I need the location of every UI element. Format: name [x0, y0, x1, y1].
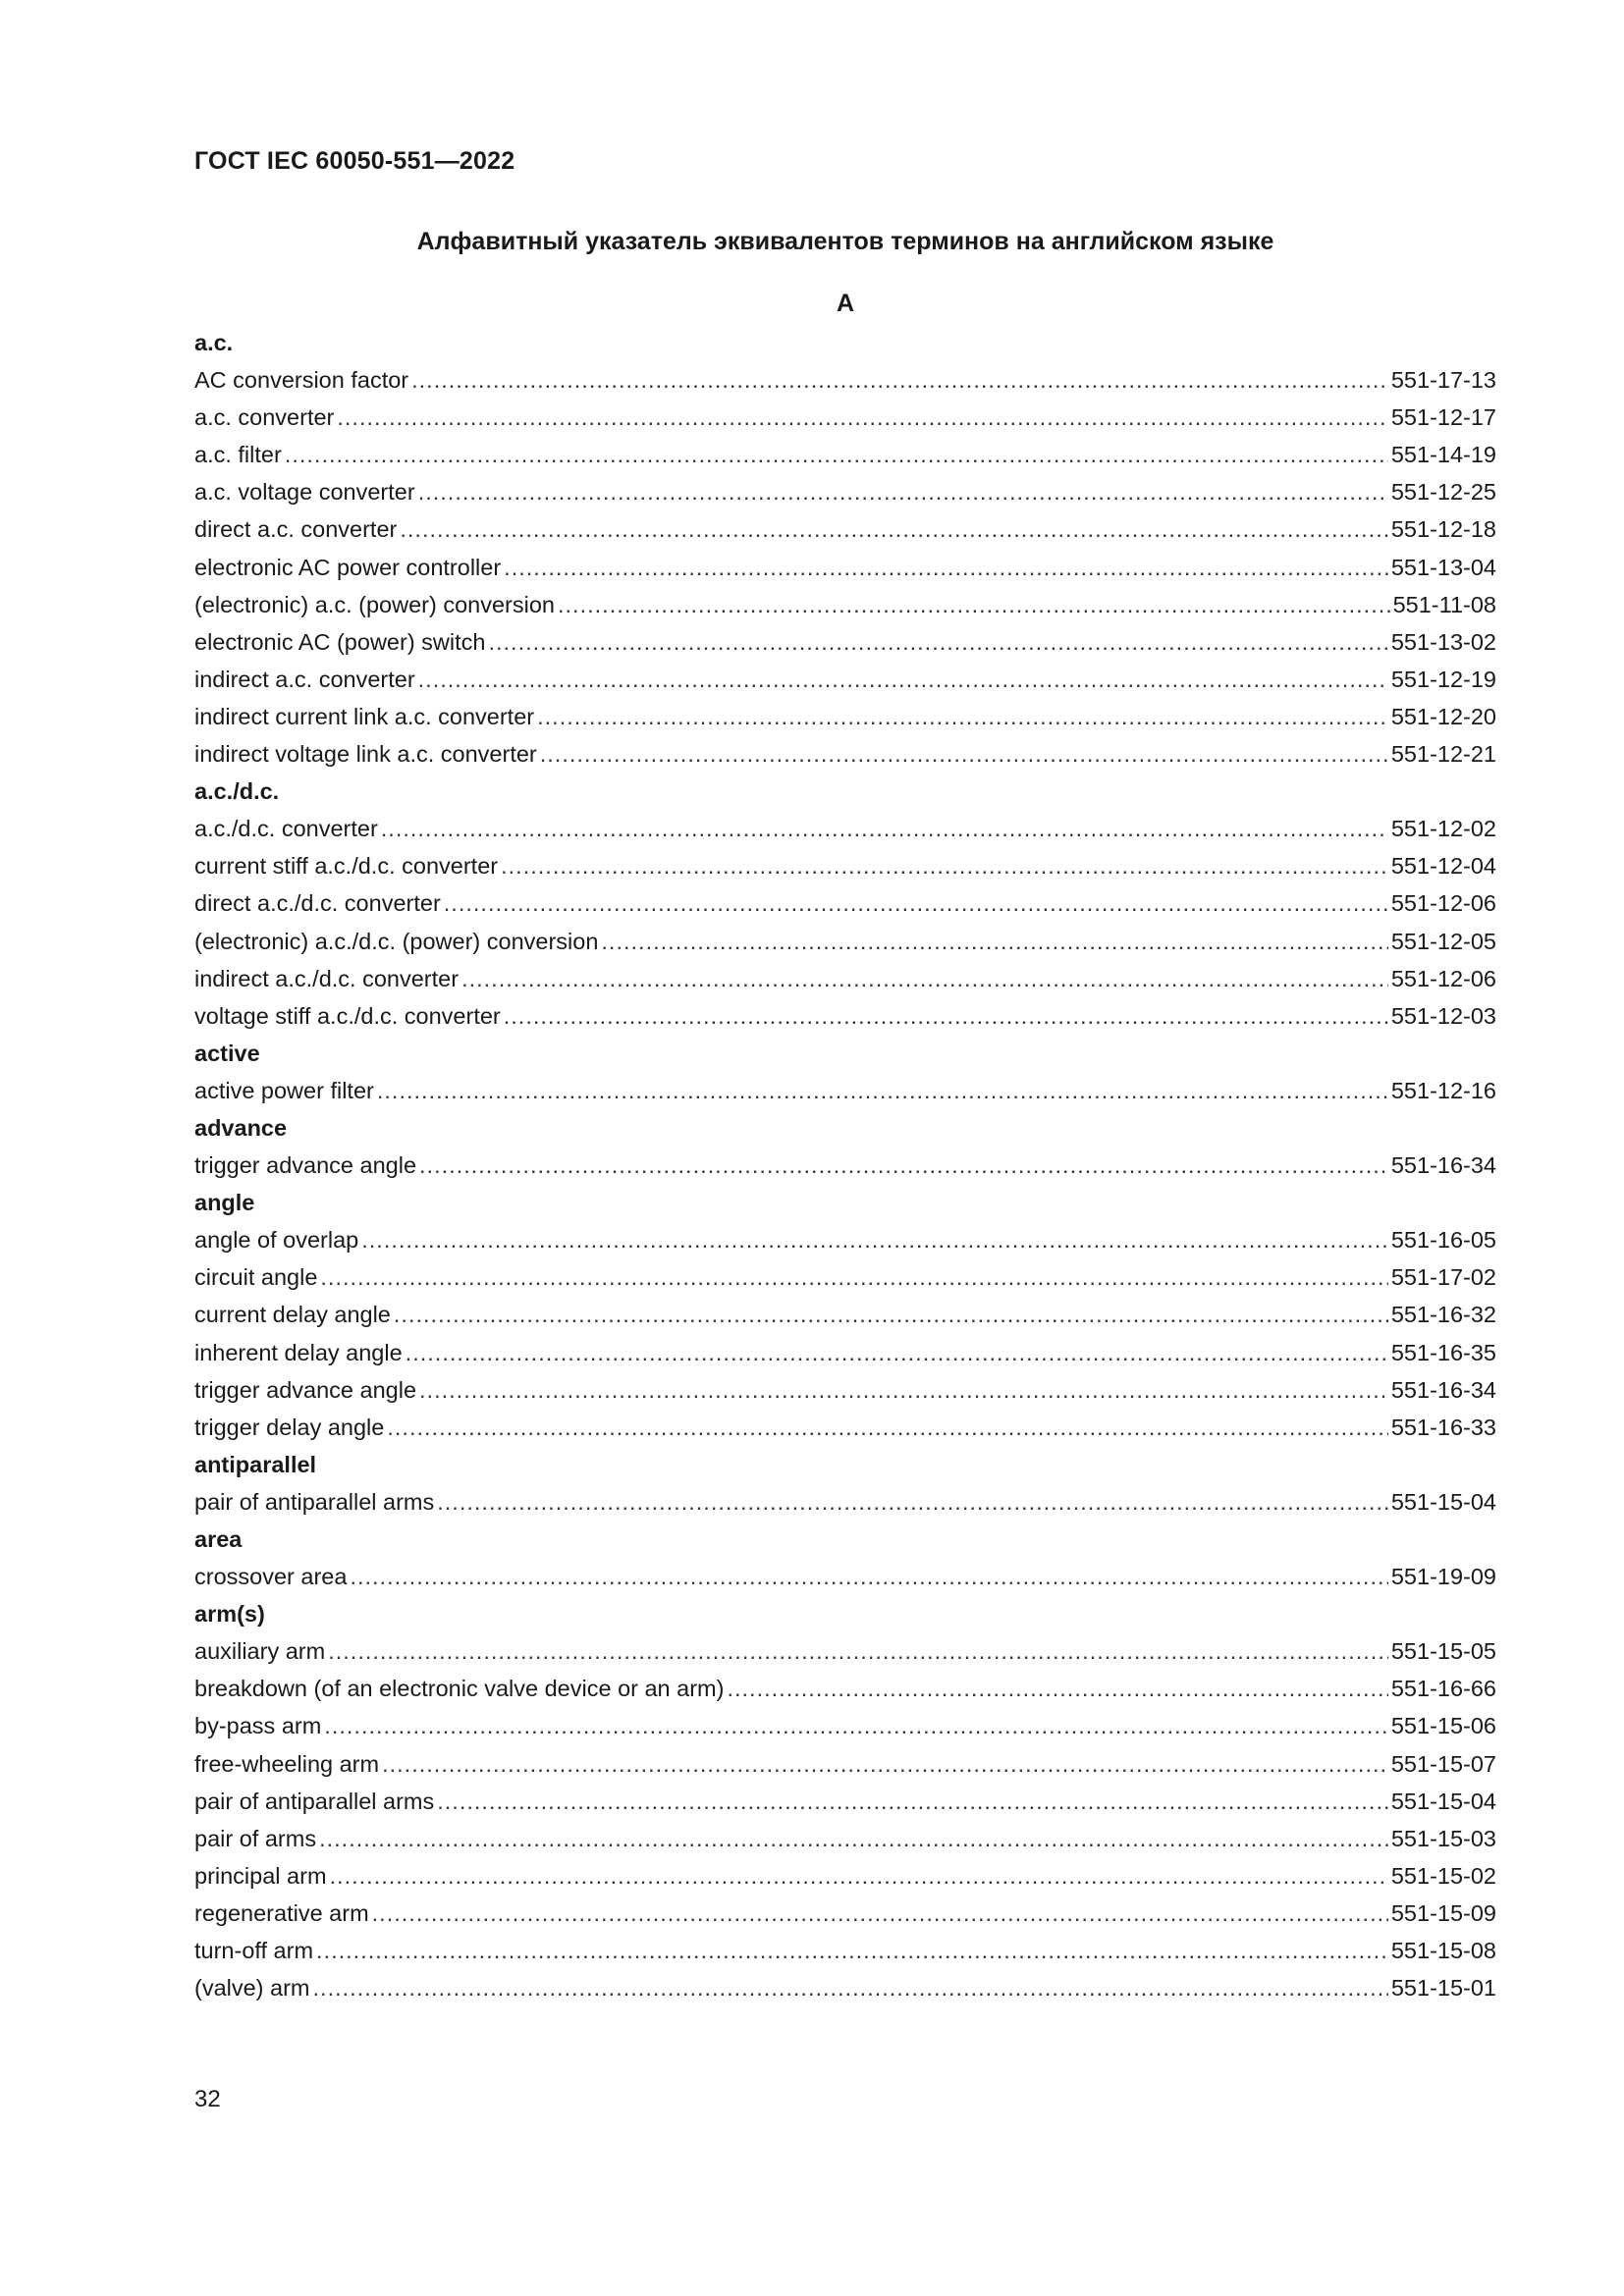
dot-leader [727, 1670, 1387, 1707]
index-entry [194, 997, 1496, 1035]
index-entry-reference: 551-17-02 [1390, 1264, 1496, 1291]
index-entry [194, 960, 1496, 997]
index-entry-reference: 551-12-03 [1390, 1002, 1496, 1029]
index-entry-term: by-pass arm [194, 1713, 322, 1739]
index-entry-term: voltage stiff a.c./d.c. converter [194, 1002, 501, 1029]
dot-leader [328, 1632, 1388, 1670]
dot-leader [377, 1072, 1388, 1109]
index-group-heading: antiparallel [194, 1451, 317, 1477]
index-entry [194, 1221, 1496, 1258]
index-entry [194, 1409, 1496, 1446]
standard-designation: ГОСТ IEC 60050-551—2022 [194, 147, 515, 175]
dot-leader [324, 1707, 1388, 1744]
index-entry [194, 1072, 1496, 1109]
index-entry [194, 1820, 1496, 1857]
index-entry-term: a.c. converter [194, 404, 335, 431]
index-entry-term: regenerative arm [194, 1899, 369, 1926]
index-entry-term: current delay angle [194, 1302, 391, 1328]
index-entry-reference: 551-12-16 [1390, 1077, 1496, 1103]
index-entry-term: principal arm [194, 1862, 327, 1889]
dot-leader [504, 997, 1388, 1035]
index-entry-reference: 551-17-13 [1390, 367, 1496, 394]
index-entry [194, 623, 1496, 661]
dot-leader [540, 735, 1388, 773]
index-entry [194, 923, 1496, 960]
dot-leader [461, 960, 1388, 997]
index-entry-term: a.c./d.c. converter [194, 816, 378, 842]
index-entry [194, 810, 1496, 847]
index-entry-term: electronic AC (power) switch [194, 628, 486, 655]
index-entry-term: free-wheeling arm [194, 1750, 380, 1777]
index-group-heading: angle [194, 1190, 255, 1216]
index-entry-term: indirect a.c./d.c. converter [194, 965, 460, 991]
index-entry-term: a.c. filter [194, 442, 282, 468]
index-entry-term: crossover area [194, 1564, 348, 1590]
index-entry-term: turn-off arm [194, 1938, 314, 1964]
dot-leader [320, 1258, 1387, 1296]
dot-leader [437, 1783, 1388, 1820]
index-entry-term: (electronic) a.c./d.c. (power) conversion [194, 928, 599, 954]
dot-leader [444, 884, 1388, 922]
index-entry [194, 661, 1496, 698]
dot-leader [488, 623, 1387, 661]
index-entry-reference: 551-16-34 [1390, 1376, 1496, 1403]
index-entry [194, 1147, 1496, 1184]
index-entry-reference: 551-12-06 [1390, 965, 1496, 991]
dot-leader [387, 1409, 1388, 1446]
dot-leader [501, 847, 1388, 884]
index-entry-term: indirect a.c. converter [194, 666, 415, 692]
index-entry [194, 1895, 1496, 1932]
index-entry-term: circuit angle [194, 1264, 318, 1291]
index-entry-reference: 551-19-09 [1390, 1564, 1496, 1590]
index-entry-reference: 551-16-66 [1390, 1676, 1496, 1702]
index-entry [194, 1296, 1496, 1333]
dot-leader [319, 1820, 1388, 1857]
dot-leader [361, 1221, 1388, 1258]
dot-leader [337, 399, 1387, 436]
index-entry-term: (valve) arm [194, 1975, 310, 2002]
index-entry-reference: 551-12-20 [1390, 703, 1496, 729]
dot-leader [350, 1558, 1387, 1595]
index-group-heading: arm(s) [194, 1601, 265, 1628]
index-entry-term: trigger advance angle [194, 1376, 417, 1403]
index-entry-reference: 551-12-04 [1390, 853, 1496, 880]
index-entry-term: inherent delay angle [194, 1339, 403, 1365]
index-entry-term: electronic AC power controller [194, 554, 502, 580]
index-entry-reference: 551-16-32 [1390, 1302, 1496, 1328]
index-entry-term: trigger delay angle [194, 1414, 385, 1440]
index-entry-reference: 551-16-05 [1390, 1227, 1496, 1254]
index-entry-reference: 551-12-17 [1390, 404, 1496, 431]
page-number: 32 [194, 2086, 221, 2112]
index-entry-term: current stiff a.c./d.c. converter [194, 853, 499, 880]
index-entry [194, 735, 1496, 773]
index-entry [194, 510, 1496, 548]
index-entry-reference: 551-12-25 [1390, 479, 1496, 506]
index-entry [194, 1371, 1496, 1409]
index-entry [194, 1632, 1496, 1670]
index-entry [194, 847, 1496, 884]
index-list [194, 324, 1496, 2006]
index-entry-term: direct a.c./d.c. converter [194, 890, 441, 917]
index-entry [194, 473, 1496, 510]
index-entry [194, 1932, 1496, 1969]
index-entry-term: (electronic) a.c. (power) conversion [194, 591, 555, 617]
dot-leader [372, 1895, 1388, 1932]
dot-leader [601, 923, 1387, 960]
index-entry-reference: 551-15-08 [1390, 1938, 1496, 1964]
letter-heading: A [836, 290, 855, 317]
dot-leader [437, 1483, 1388, 1521]
index-entry [194, 1745, 1496, 1783]
index-entry-reference: 551-15-06 [1390, 1713, 1496, 1739]
index-entry-term: active power filter [194, 1077, 374, 1103]
index-entry-reference: 551-16-35 [1390, 1339, 1496, 1365]
index-entry-reference: 551-12-05 [1390, 928, 1496, 954]
index-entry-reference: 551-12-19 [1390, 666, 1496, 692]
dot-leader [285, 436, 1388, 473]
index-entry-term: auxiliary arm [194, 1638, 326, 1665]
index-entry-reference: 551-12-18 [1390, 516, 1496, 543]
dot-leader [381, 810, 1388, 847]
index-entry [194, 884, 1496, 922]
dot-leader [411, 361, 1388, 399]
index-entry [194, 1558, 1496, 1595]
dot-leader [537, 698, 1388, 735]
dot-leader [400, 510, 1388, 548]
index-entry-reference: 551-15-02 [1390, 1862, 1496, 1889]
index-entry-term: indirect current link a.c. converter [194, 703, 535, 729]
index-entry [194, 1857, 1496, 1895]
index-entry-reference: 551-15-01 [1390, 1975, 1496, 2002]
index-entry-reference: 551-13-02 [1390, 628, 1496, 655]
index-group-heading: active [194, 1040, 260, 1066]
index-entry [194, 361, 1496, 399]
dot-leader [394, 1296, 1388, 1333]
index-entry-term: indirect voltage link a.c. converter [194, 741, 537, 768]
index-entry-term: breakdown (of an electronic valve device or an arm) [194, 1676, 725, 1702]
index-entry [194, 1258, 1496, 1296]
index-entry-term: AC conversion factor [194, 367, 409, 394]
index-group-heading: a.c. [194, 330, 234, 355]
index-entry [194, 549, 1496, 586]
index-group-heading: advance [194, 1114, 288, 1141]
index-entry-term: pair of arms [194, 1825, 317, 1851]
index-entry [194, 1483, 1496, 1521]
index-entry-term: pair of antiparallel arms [194, 1488, 435, 1515]
index-entry [194, 399, 1496, 436]
index-entry-term: angle of overlap [194, 1227, 359, 1254]
index-entry-reference: 551-15-03 [1390, 1825, 1496, 1851]
index-group-heading: a.c./d.c. [194, 778, 280, 805]
index-entry-reference: 551-15-09 [1390, 1899, 1496, 1926]
index-entry-reference: 551-12-21 [1390, 741, 1496, 768]
index-entry-reference: 551-16-34 [1390, 1152, 1496, 1179]
dot-leader [419, 1147, 1388, 1184]
index-entry [194, 586, 1496, 623]
index-entry-reference: 551-15-04 [1390, 1788, 1496, 1814]
index-entry-reference: 551-12-02 [1390, 816, 1496, 842]
index-entry-reference: 551-15-05 [1390, 1638, 1496, 1665]
index-entry-reference: 551-15-04 [1390, 1488, 1496, 1515]
index-entry [194, 1670, 1496, 1707]
index-entry-reference: 551-11-08 [1392, 591, 1496, 617]
index-entry [194, 1707, 1496, 1744]
index-title: Алфавитный указатель эквивалентов терминов на английском языке [416, 228, 1274, 255]
index-entry-reference: 551-12-06 [1390, 890, 1496, 917]
index-entry-term: a.c. voltage converter [194, 479, 415, 506]
index-entry [194, 698, 1496, 735]
dot-leader [316, 1932, 1388, 1969]
index-entry-reference: 551-15-07 [1390, 1750, 1496, 1777]
dot-leader [382, 1745, 1388, 1783]
dot-leader [330, 1857, 1388, 1895]
dot-leader [313, 1969, 1388, 2006]
dot-leader [418, 473, 1388, 510]
index-entry [194, 1969, 1496, 2006]
dot-leader [406, 1334, 1388, 1371]
dot-leader [558, 586, 1390, 623]
index-entry-reference: 551-14-19 [1390, 442, 1496, 468]
index-entry-term: direct a.c. converter [194, 516, 398, 543]
dot-leader [419, 1371, 1388, 1409]
dot-leader [504, 549, 1388, 586]
index-entry [194, 1334, 1496, 1371]
index-group-heading: area [194, 1526, 243, 1552]
index-entry-reference: 551-16-33 [1390, 1414, 1496, 1440]
index-entry [194, 1783, 1496, 1820]
index-entry-term: pair of antiparallel arms [194, 1788, 435, 1814]
index-entry-term: trigger advance angle [194, 1152, 417, 1179]
index-entry-reference: 551-13-04 [1390, 554, 1496, 580]
dot-leader [418, 661, 1388, 698]
index-entry [194, 436, 1496, 473]
